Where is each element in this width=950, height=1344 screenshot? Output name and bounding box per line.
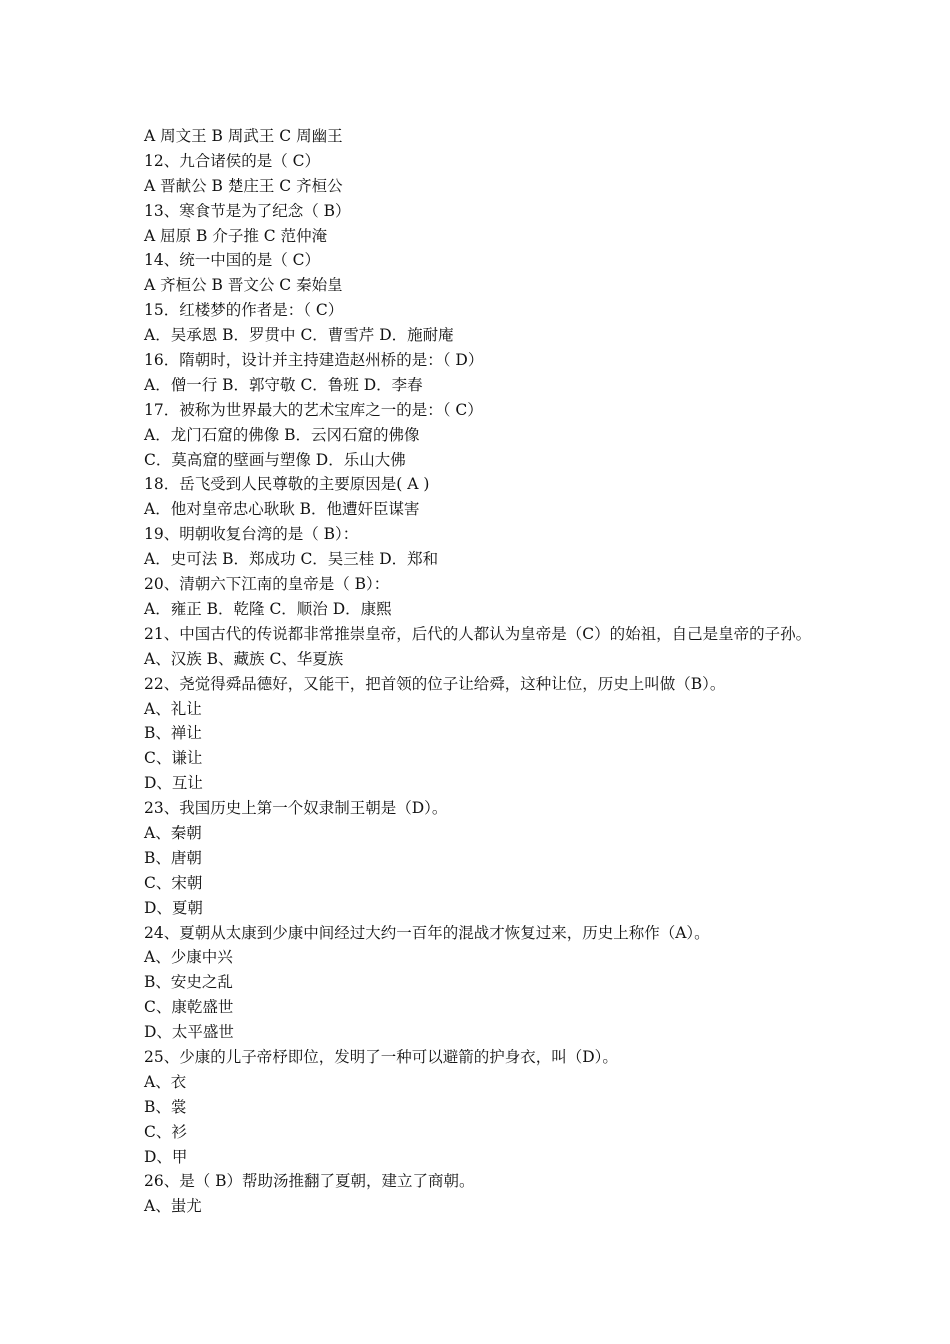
answer-option: D、甲 [144,1147,188,1166]
answer-options-line: A．吴承恩 B．罗贯中 C．曹雪芹 D．施耐庵 [144,326,454,345]
answer-option: C、康乾盛世 [144,998,234,1017]
question-line: 25、少康的儿子帝杼即位，发明了一种可以避箭的护身衣，叫（D）。 [144,1047,618,1066]
quiz-text-block [144,124,824,1219]
answer-option: B、禅让 [144,724,202,743]
answer-option: D、夏朝 [144,898,203,917]
answer-options-line: A 齐桓公 B 晋文公 C 秦始皇 [144,276,343,295]
question-line: 18．岳飞受到人民尊敬的主要原因是( A ) [144,475,430,494]
question-line: 24、夏朝从太康到少康中间经过大约一百年的混战才恢复过来，历史上称作（A）。 [144,923,710,942]
question-line: 22、尧觉得舜品德好，又能干，把首领的位子让给舜，这种让位，历史上叫做（B）。 [144,674,726,693]
question-line: 26、是（ B）帮助汤推翻了夏朝，建立了商朝。 [144,1172,475,1191]
question-line: 13、寒食节是为了纪念（ B） [144,201,351,220]
question-line: 23、我国历史上第一个奴隶制王朝是（D）。 [144,799,448,818]
answer-options-line: A．他对皇帝忠心耿耿 B．他遭奸臣谋害 [144,500,420,519]
answer-option: B、裳 [144,1097,187,1116]
answer-options-line: A 屈原 B 介子推 C 范仲淹 [144,226,328,245]
question-line: 14、统一中国的是（ C） [144,251,321,270]
answer-option: C、衫 [144,1122,187,1141]
answer-options-line: A 晋献公 B 楚庄王 C 齐桓公 [144,176,343,195]
question-line: 15．红楼梦的作者是：（ C） [144,301,344,320]
answer-option: C、宋朝 [144,873,203,892]
answer-option: A、衣 [144,1072,187,1091]
answer-option: A、礼让 [144,699,202,718]
question-line: 19、明朝收复台湾的是（ B）： [144,525,359,544]
answer-option: D、太平盛世 [144,1023,234,1042]
answer-option: B、安史之乱 [144,973,233,992]
answer-option: A、少康中兴 [144,948,233,967]
answer-option: D、互让 [144,774,203,793]
answer-options-line: A、汉族 B、藏族 C、华夏族 [144,649,344,668]
answer-options-line: A．龙门石窟的佛像 B．云冈石窟的佛像 [144,425,420,444]
answer-option: C、谦让 [144,749,203,768]
answer-option: B、唐朝 [144,848,202,867]
question-line: 16．隋朝时，设计并主持建造赵州桥的是：（ D） [144,351,484,370]
answer-options-line: A 周文王 B 周武王 C 周幽王 [144,127,343,145]
question-line: 20、清朝六下江南的皇帝是（ B）： [144,575,390,594]
question-line: 21、中国古代的传说都非常推崇皇帝，后代的人都认为皇帝是（C）的始祖，自己是皇帝的子孙。 [144,624,812,643]
answer-options-line: C．莫高窟的壁画与塑像 D．乐山大佛 [144,450,406,469]
answer-option: A、秦朝 [144,823,202,842]
question-line: 17．被称为世界最大的艺术宝库之一的是：（ C） [144,400,483,419]
question-line: 12、九合诸侯的是（ C） [144,151,321,170]
answer-options-line: A．僧一行 B．郭守敬 C．鲁班 D．李春 [144,375,423,394]
answer-options-line: A．史可法 B．郑成功 C．吴三桂 D．郑和 [144,550,439,569]
answer-option: A、蚩尤 [144,1197,202,1216]
answer-options-line: A．雍正 B．乾隆 C．顺治 D．康熙 [144,599,392,618]
